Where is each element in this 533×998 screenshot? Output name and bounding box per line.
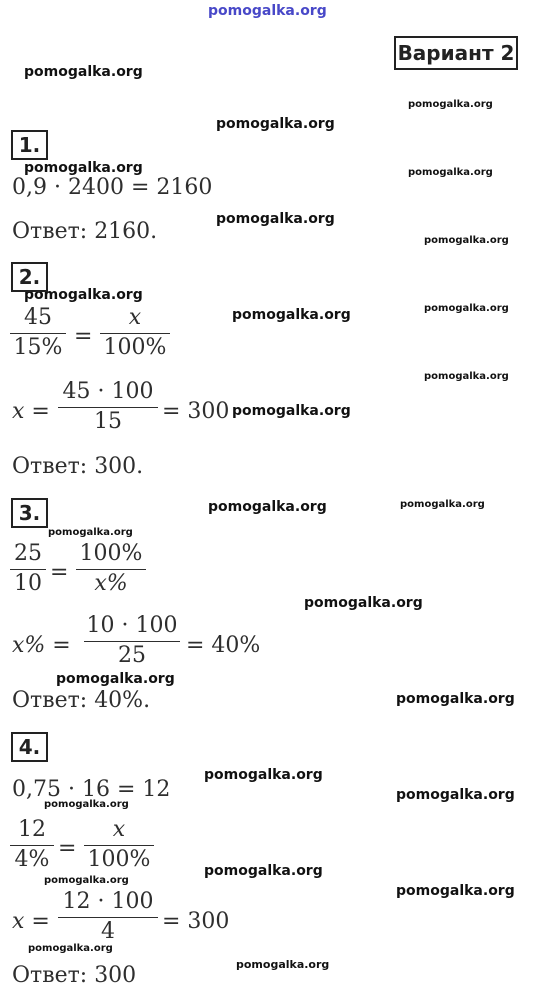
denominator: 10 [14,571,42,596]
watermark: pomogalka.org [232,403,351,419]
numerator: 45 [24,305,52,330]
watermark: pomogalka.org [44,875,129,886]
watermark-top: pomogalka.org [208,3,327,19]
fraction-bar [10,845,54,846]
fraction [76,542,146,596]
watermark: pomogalka.org [424,303,509,314]
fraction [58,380,158,434]
solve-rhs: = 300 [162,399,230,424]
fraction [58,890,158,944]
fraction [10,818,54,872]
fraction-bar [76,569,146,570]
variant-title: Вариант 2 [394,36,518,70]
fraction [84,818,154,872]
numerator: 45 · 100 [62,379,154,404]
task-4-answer: Ответ: 300 [12,963,137,988]
fraction [10,542,46,596]
watermark: pomogalka.org [304,595,423,611]
watermark: pomogalka.org [204,863,323,879]
fraction-bar [10,569,46,570]
denominator: 100% [87,847,151,872]
fraction-bar [58,917,158,918]
task-4-expression: 0,75 · 16 = 12 [12,777,171,802]
numerator: x [128,305,142,330]
fraction [84,614,180,668]
watermark: pomogalka.org [424,371,509,382]
solve-rhs: = 300 [162,909,230,934]
task-number: 3. [11,498,48,528]
numerator: 12 [18,817,46,842]
fraction-bar [100,333,170,334]
task-3-answer: Ответ: 40%. [12,688,151,713]
numerator: 25 [14,541,42,566]
watermark: pomogalka.org [408,99,493,110]
task-number: 1. [11,130,48,160]
watermark: pomogalka.org [24,64,143,80]
equals-sign: = [50,560,69,585]
watermark: pomogalka.org [236,958,330,971]
watermark: pomogalka.org [28,943,113,954]
watermark: pomogalka.org [24,287,143,303]
denominator: 100% [103,335,167,360]
solve-lhs: x% = [12,633,71,658]
task-1-expression: 0,9 · 2400 = 2160 [12,175,213,200]
numerator: 10 · 100 [86,613,178,638]
watermark: pomogalka.org [24,160,143,176]
solve-rhs: = 40% [186,633,261,658]
task-number: 2. [11,262,48,292]
fraction [100,306,170,360]
denominator: 15 [94,409,122,434]
numerator: 100% [79,541,143,566]
fraction [10,306,66,360]
watermark: pomogalka.org [48,527,133,538]
denominator: 4% [14,847,50,872]
equals-sign: = [74,324,93,349]
denominator: 25 [118,643,146,668]
fraction-bar [84,641,180,642]
watermark: pomogalka.org [232,307,351,323]
numerator: x [112,817,126,842]
numerator: 12 · 100 [62,889,154,914]
task-2-answer: Ответ: 300. [12,454,144,479]
denominator: x% [94,571,128,596]
fraction-bar [84,845,154,846]
watermark: pomogalka.org [424,235,509,246]
task-number: 4. [11,732,48,762]
watermark: pomogalka.org [216,211,335,227]
watermark: pomogalka.org [208,499,327,515]
denominator: 4 [101,919,115,944]
watermark: pomogalka.org [396,883,515,899]
watermark: pomogalka.org [396,787,515,803]
watermark: pomogalka.org [396,691,515,707]
denominator: 15% [13,335,63,360]
watermark: pomogalka.org [408,167,493,178]
watermark: pomogalka.org [400,499,485,510]
watermark: pomogalka.org [216,116,335,132]
watermark: pomogalka.org [204,767,323,783]
watermark: pomogalka.org [56,671,175,687]
equals-sign: = [58,836,77,861]
solve-lhs: x = [12,399,50,424]
task-1-answer: Ответ: 2160. [12,219,158,244]
solve-lhs: x = [12,909,50,934]
fraction-bar [58,407,158,408]
fraction-bar [10,333,66,334]
watermark: pomogalka.org [44,799,129,810]
